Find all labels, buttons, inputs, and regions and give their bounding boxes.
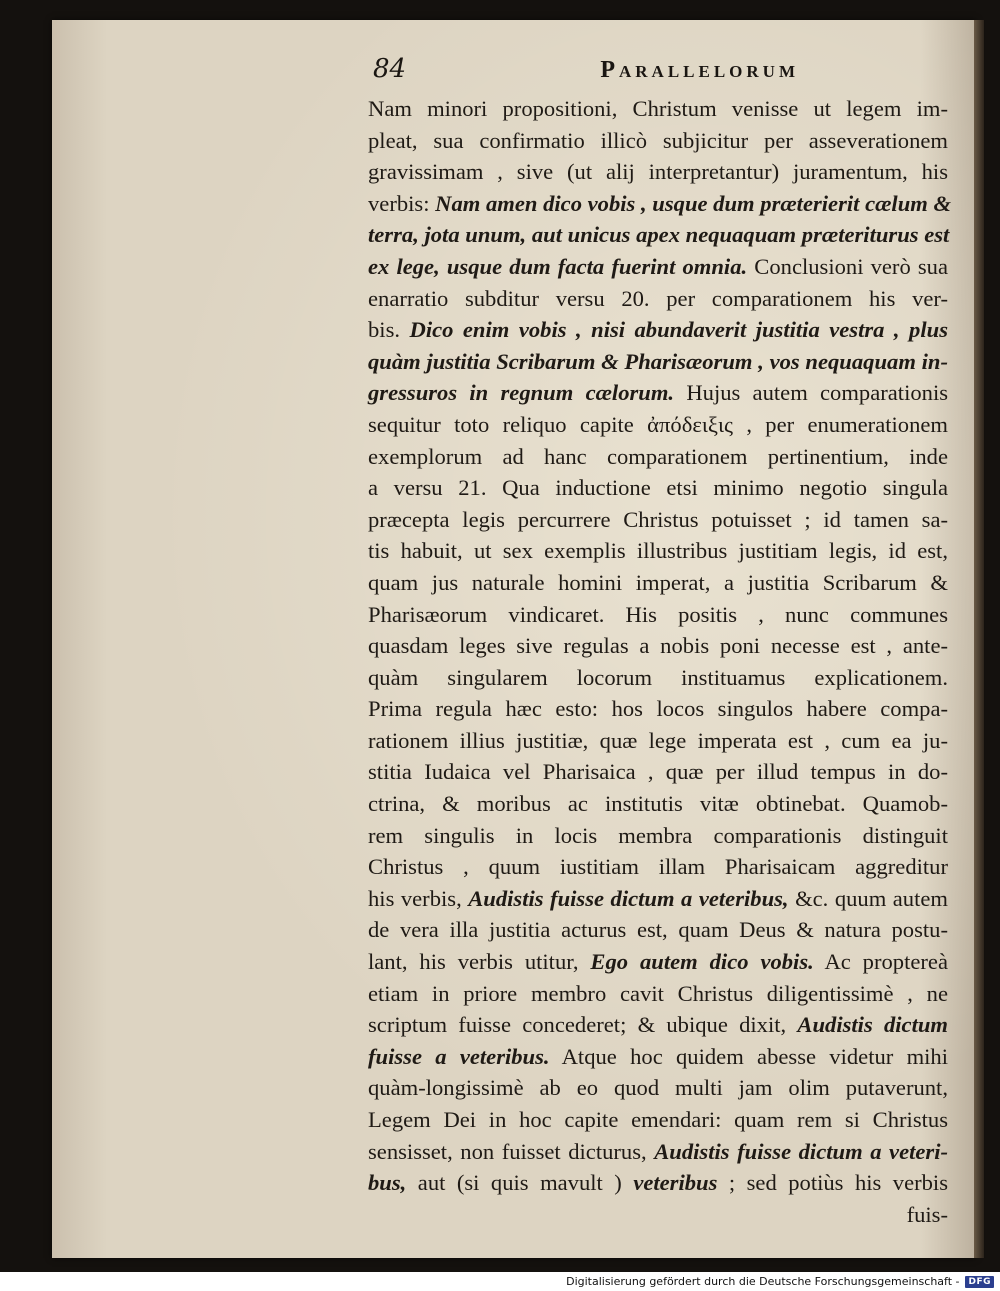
text-run: rem singulis in locis membra comparationis distinguit <box>368 822 948 848</box>
italic-quotation: Audistis fuisse dictum a veteri- <box>654 1138 948 1164</box>
text-line <box>368 1009 948 1041</box>
text-run: enarratio subditur versu 20. per comparationem his ver- <box>368 285 948 311</box>
text-line <box>368 662 948 694</box>
italic-quotation: veteribus <box>633 1170 718 1196</box>
text-run: Atque hoc quidem abesse videtur mihi <box>549 1043 948 1069</box>
text-line <box>368 283 948 315</box>
text-line <box>368 535 948 567</box>
page-edge <box>974 20 984 1258</box>
text-run: sequitur toto reliquo capite ἀπόδειξις , per enumerationem <box>368 411 948 437</box>
text-line <box>368 441 948 473</box>
text-line <box>368 725 948 757</box>
text-line <box>368 251 948 283</box>
text-run: his verbis, <box>368 885 469 911</box>
text-line <box>368 1072 948 1104</box>
text-line <box>368 409 948 441</box>
text-run: a versu 21. Qua inductione etsi minimo negotio singula <box>368 475 948 501</box>
text-run: aut (si quis mavult ) <box>406 1170 634 1196</box>
text-line <box>368 567 948 599</box>
text-run: ; sed potiùs his verbis <box>717 1170 948 1196</box>
text-line <box>368 472 948 504</box>
italic-quotation: fuisse a veteribus. <box>368 1043 550 1069</box>
text-run: scriptum fuisse concederet; & ubique dixit, <box>368 1012 798 1038</box>
text-line <box>368 978 948 1010</box>
text-run: Nam minori propositioni, Christum venisse ut legem im- <box>368 96 948 121</box>
italic-quotation: ex lege, usque dum facta fuerint omnia. <box>368 253 748 279</box>
text-run: quasdam leges sive regulas a nobis poni necesse est , ante- <box>368 633 948 659</box>
text-line <box>368 1167 948 1199</box>
text-line <box>368 1104 948 1136</box>
text-line <box>368 883 948 915</box>
text-line <box>368 914 948 946</box>
text-run: Conclusioni verò sua <box>747 253 948 279</box>
italic-quotation: gressuros in regnum cælorum. <box>368 380 675 406</box>
italic-quotation: Dico enim vobis , nisi abundaverit justitia vestra , plus <box>409 317 948 343</box>
text-run: exemplorum ad hanc comparationem pertinentium, inde <box>368 443 948 469</box>
text-run: etiam in priore membro cavit Christus diligentissimè , ne <box>368 980 948 1006</box>
italic-quotation: bus, <box>368 1170 407 1196</box>
text-run: Pharisæorum vindicaret. His positis , nunc communes <box>368 601 948 627</box>
page-header <box>373 54 799 88</box>
text-run: gravissimam , sive (ut alij interpretantur) juramentum, his <box>368 159 948 185</box>
text-run: ctrina, & moribus ac institutis vitæ obtinebat. Quamob- <box>368 791 948 817</box>
text-run: lant, his verbis utitur, <box>368 949 591 975</box>
text-line <box>368 156 948 188</box>
text-line <box>368 504 948 536</box>
text-line <box>368 788 948 820</box>
text-line <box>368 125 948 157</box>
text-run: Prima regula hæc esto: hos locos singulos habere compa- <box>368 696 948 722</box>
text-run: quàm singularem locorum instituamus explicationem. <box>368 664 948 690</box>
dfg-logo: DFG <box>965 1276 994 1288</box>
text-run: &c. quum autem <box>788 885 948 911</box>
text-line <box>368 314 948 346</box>
text-run: verbis: <box>368 190 436 216</box>
text-line <box>368 851 948 883</box>
text-run: Ac proptereà <box>813 949 948 975</box>
text-run: Christus , quum iustitiam illam Pharisaicam aggreditur <box>368 854 948 880</box>
text-run: stitia Iudaica vel Pharisaica , quæ per illud tempus in do- <box>368 759 948 785</box>
text-line <box>368 630 948 662</box>
text-run: de vera illa justitia acturus est, quam Deus & natura postu- <box>368 917 948 943</box>
text-run: rationem illius justitiæ, quæ lege imperata est , cum ea ju- <box>368 727 948 753</box>
funding-credit: Digitalisierung gefördert durch die Deutsche Forschungsgemeinschaft - <box>566 1275 960 1288</box>
page-number: 84 <box>373 54 407 84</box>
text-line <box>368 377 948 409</box>
text-line <box>368 219 948 251</box>
text-run: Legem Dei in hoc capite emendari: quam rem si Christus <box>368 1107 948 1132</box>
text-line <box>368 946 948 978</box>
text-line <box>368 599 948 631</box>
italic-quotation: quàm justitia Scribarum & Pharisæorum , vos nequaquam in- <box>368 348 948 374</box>
text-run: quam jus naturale homini imperat, a justitia Scribarum & <box>368 569 948 595</box>
text-run: pleat, sua confirmatio illicò subjicitur per asseverationem <box>368 127 948 153</box>
text-line <box>368 93 948 125</box>
running-title: Parallelorum <box>600 57 799 83</box>
italic-quotation: Audistis fuisse dictum a veteribus, <box>468 885 789 911</box>
text-run: præcepta legis percurrere Christus potuisset ; id tamen sa- <box>368 506 948 532</box>
text-line <box>368 693 948 725</box>
footer-bar <box>0 1272 1000 1291</box>
text-run: tis habuit, ut sex exemplis illustribus justitiam legis, id est, <box>368 538 948 564</box>
text-line <box>368 1136 948 1168</box>
italic-quotation: Nam amen dico vobis , usque dum præterierit cælum & <box>435 190 952 216</box>
text-line <box>368 820 948 852</box>
text-run: quàm-longissimè ab eo quod multi jam olim putaverunt, <box>368 1075 948 1101</box>
text-line <box>368 1041 948 1073</box>
italic-quotation: terra, jota unum, aut unicus apex nequaquam præteriturus est <box>368 222 950 248</box>
text-run: sensisset, non fuisset dicturus, <box>368 1138 655 1164</box>
catchword: fuis- <box>906 1201 948 1227</box>
italic-quotation: Ego autem dico vobis. <box>590 949 814 975</box>
text-line <box>368 188 952 220</box>
body-text <box>368 93 952 1230</box>
italic-quotation: Audistis dictum <box>797 1012 948 1038</box>
text-run: bis. <box>368 317 410 343</box>
text-run: Hujus autem comparationis <box>674 380 949 406</box>
text-line <box>368 346 948 378</box>
text-line <box>368 756 948 788</box>
